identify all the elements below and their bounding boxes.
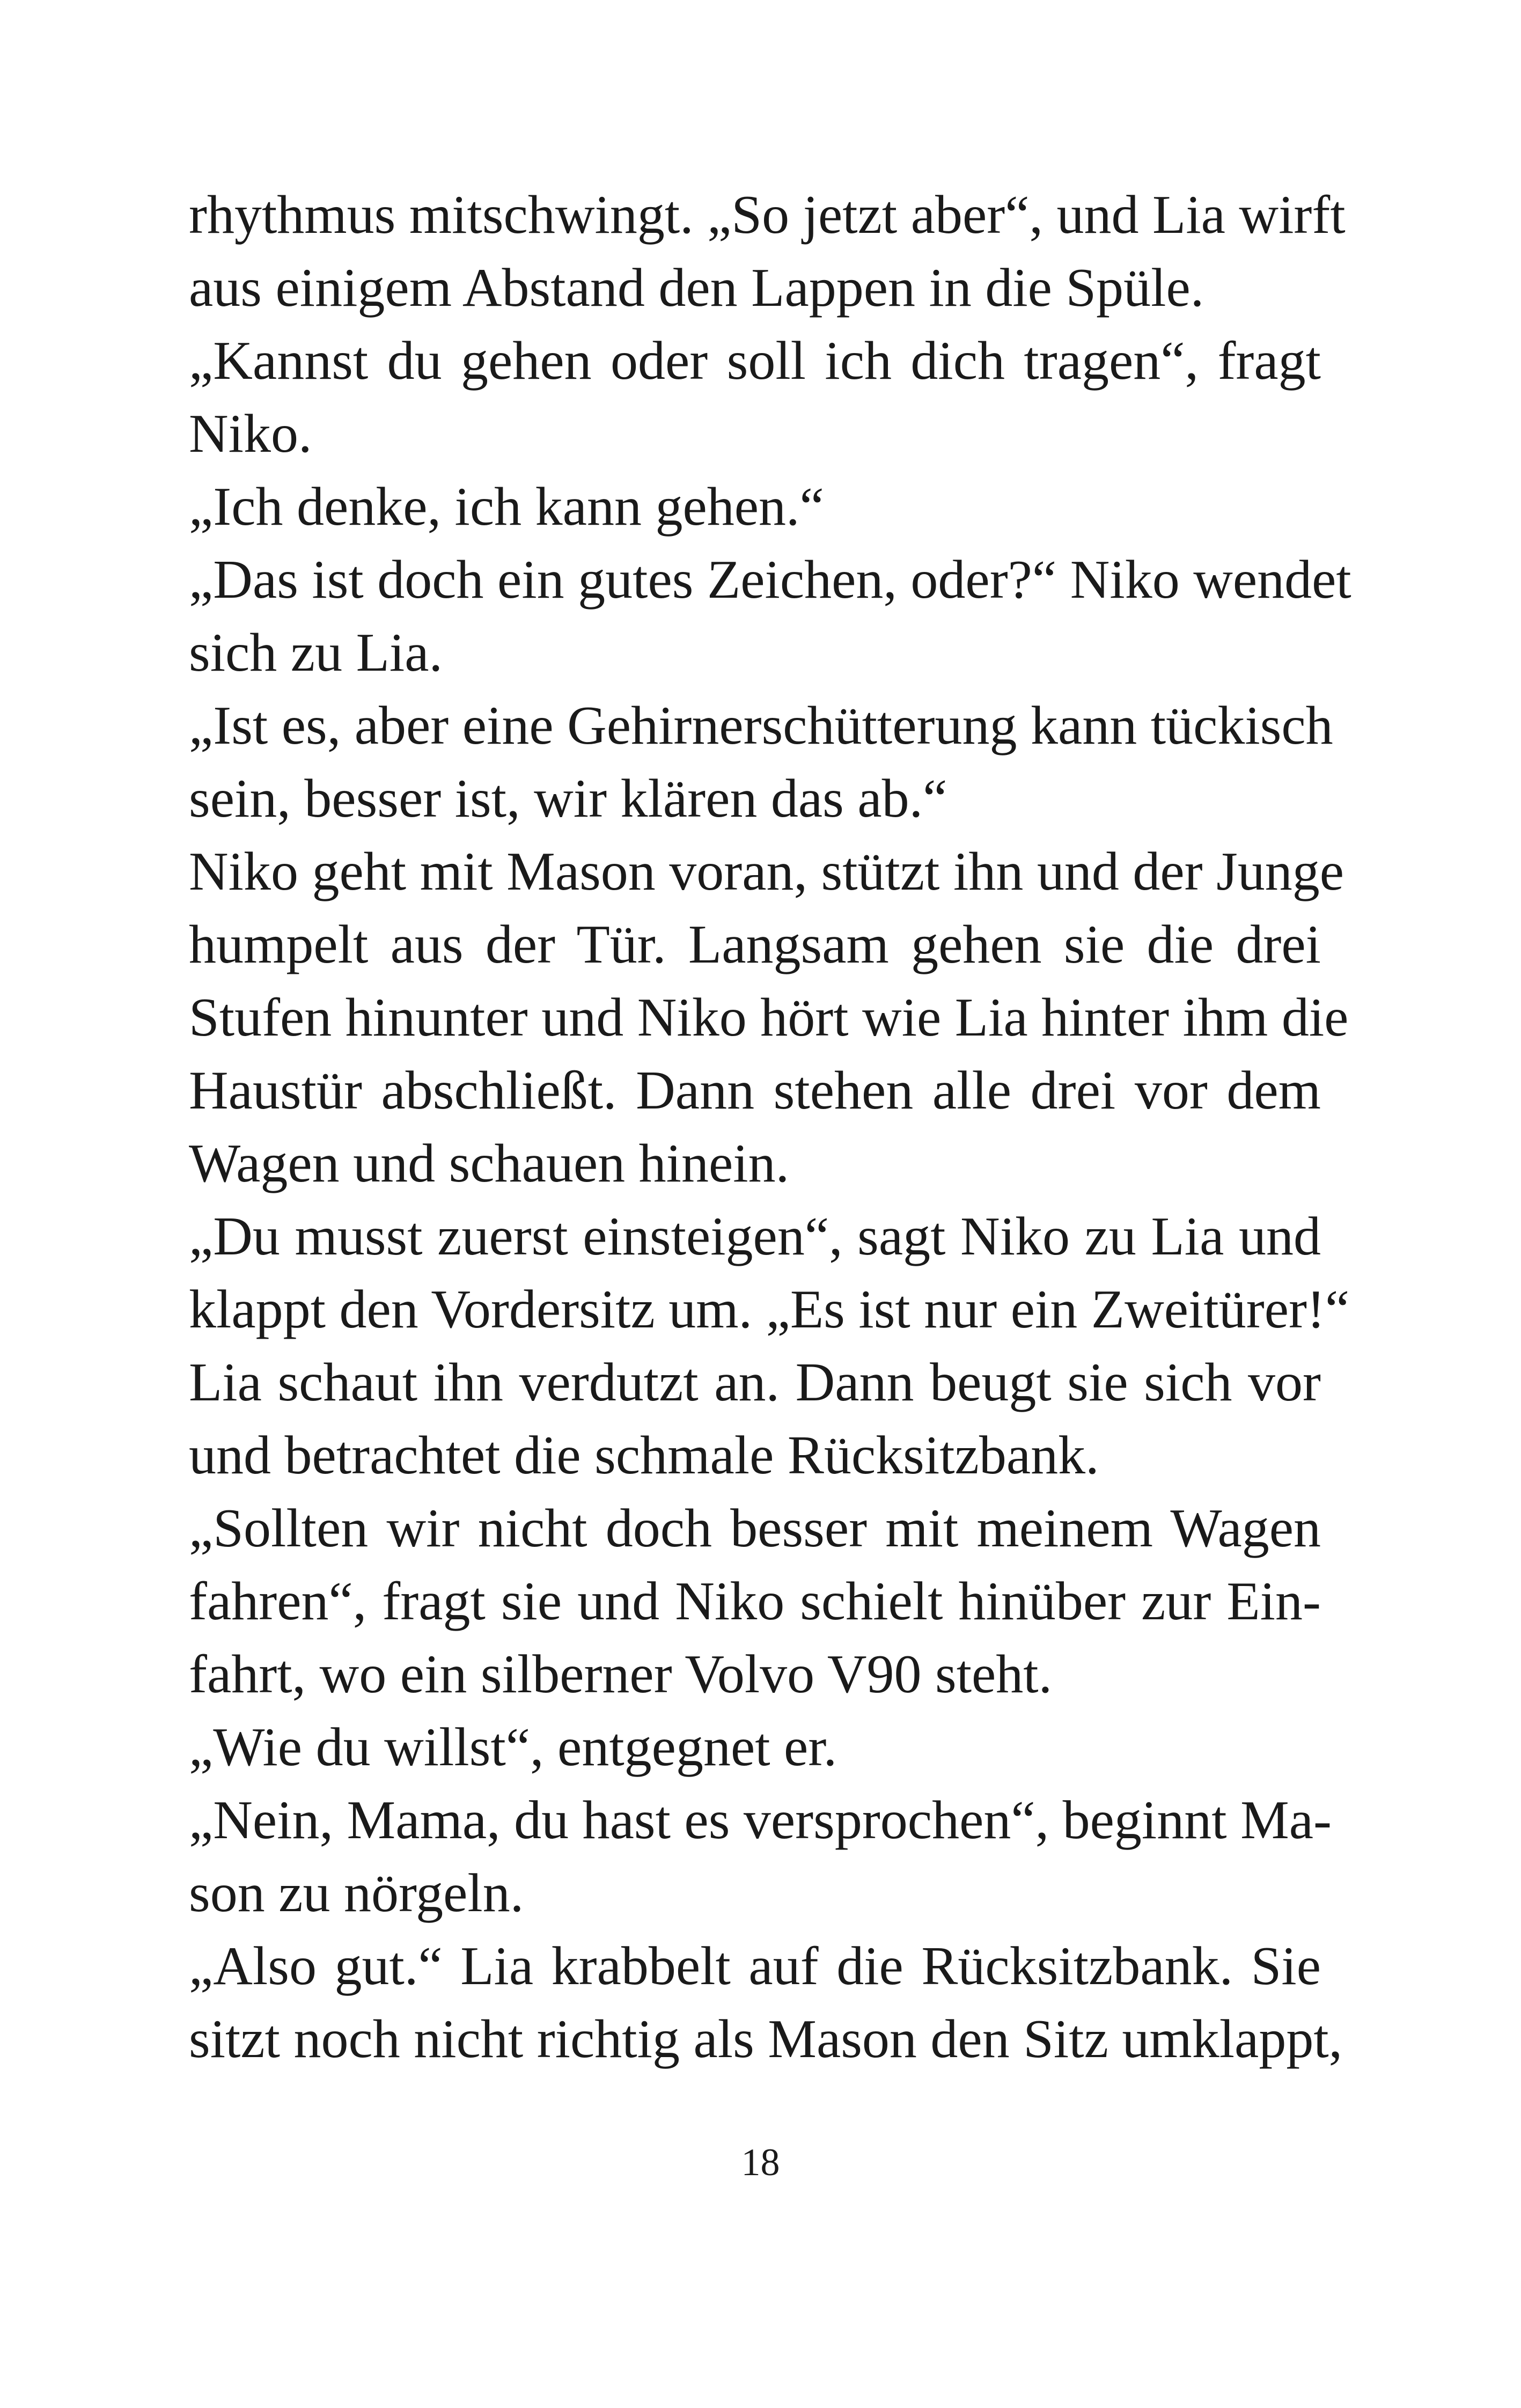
text-line: fahrt, wo ein silberner Volvo V90 steht.	[189, 1644, 1053, 1705]
page-number: 18	[741, 2141, 780, 2184]
text-line: sich zu Lia.	[189, 622, 443, 683]
text-line: Wagen und schauen hinein.	[189, 1133, 790, 1194]
body-text	[189, 179, 1351, 2076]
text-line: „Das ist doch ein gutes Zeichen, oder?“ Niko wendet	[189, 549, 1351, 610]
text-line: „Sollten wir nicht doch besser mit meinem Wagen	[189, 1498, 1321, 1559]
text-line: fahren“, fragt sie und Niko schielt hinüber zur Ein-	[189, 1571, 1321, 1632]
text-line: aus einigem Abstand den Lappen in die Spüle.	[189, 258, 1204, 318]
text-line: sein, besser ist, wir klären das ab.“	[189, 768, 947, 829]
text-line: Stufen hinunter und Niko hört wie Lia hinter ihm die	[189, 987, 1349, 1048]
text-line: rhythmus mitschwingt. „So jetzt aber“, und Lia wirft	[189, 185, 1346, 245]
text-line: Niko.	[189, 403, 312, 464]
text-line: sitzt noch nicht richtig als Mason den Sitz umklappt,	[189, 2009, 1343, 2069]
text-line: „Nein, Mama, du hast es versprochen“, beginnt Ma-	[189, 1790, 1332, 1851]
text-line: „Also gut.“ Lia krabbelt auf die Rücksitzbank. Sie	[189, 1936, 1321, 1996]
text-line: humpelt aus der Tür. Langsam gehen sie die drei	[189, 914, 1321, 975]
text-line: „Ist es, aber eine Gehirnerschütterung kann tückisch	[189, 695, 1333, 756]
text-line: „Du musst zuerst einsteigen“, sagt Niko zu Lia und	[189, 1206, 1321, 1267]
text-line: klappt den Vordersitz um. „Es ist nur ein Zweitürer!“	[189, 1279, 1350, 1340]
text-line: son zu nörgeln.	[189, 1863, 524, 1924]
text-line: „Kannst du gehen oder soll ich dich tragen“, fragt	[189, 331, 1321, 391]
text-line: Niko geht mit Mason voran, stützt ihn und der Junge	[189, 841, 1344, 902]
text-line: Lia schaut ihn verdutzt an. Dann beugt sie sich vor	[189, 1352, 1321, 1413]
text-line: „Wie du willst“, entgegnet er.	[189, 1717, 837, 1778]
text-line: Haustür abschließt. Dann stehen alle drei vor dem	[189, 1060, 1321, 1121]
text-line: und betrachtet die schmale Rücksitzbank.	[189, 1425, 1099, 1486]
text-line: „Ich denke, ich kann gehen.“	[189, 476, 824, 537]
